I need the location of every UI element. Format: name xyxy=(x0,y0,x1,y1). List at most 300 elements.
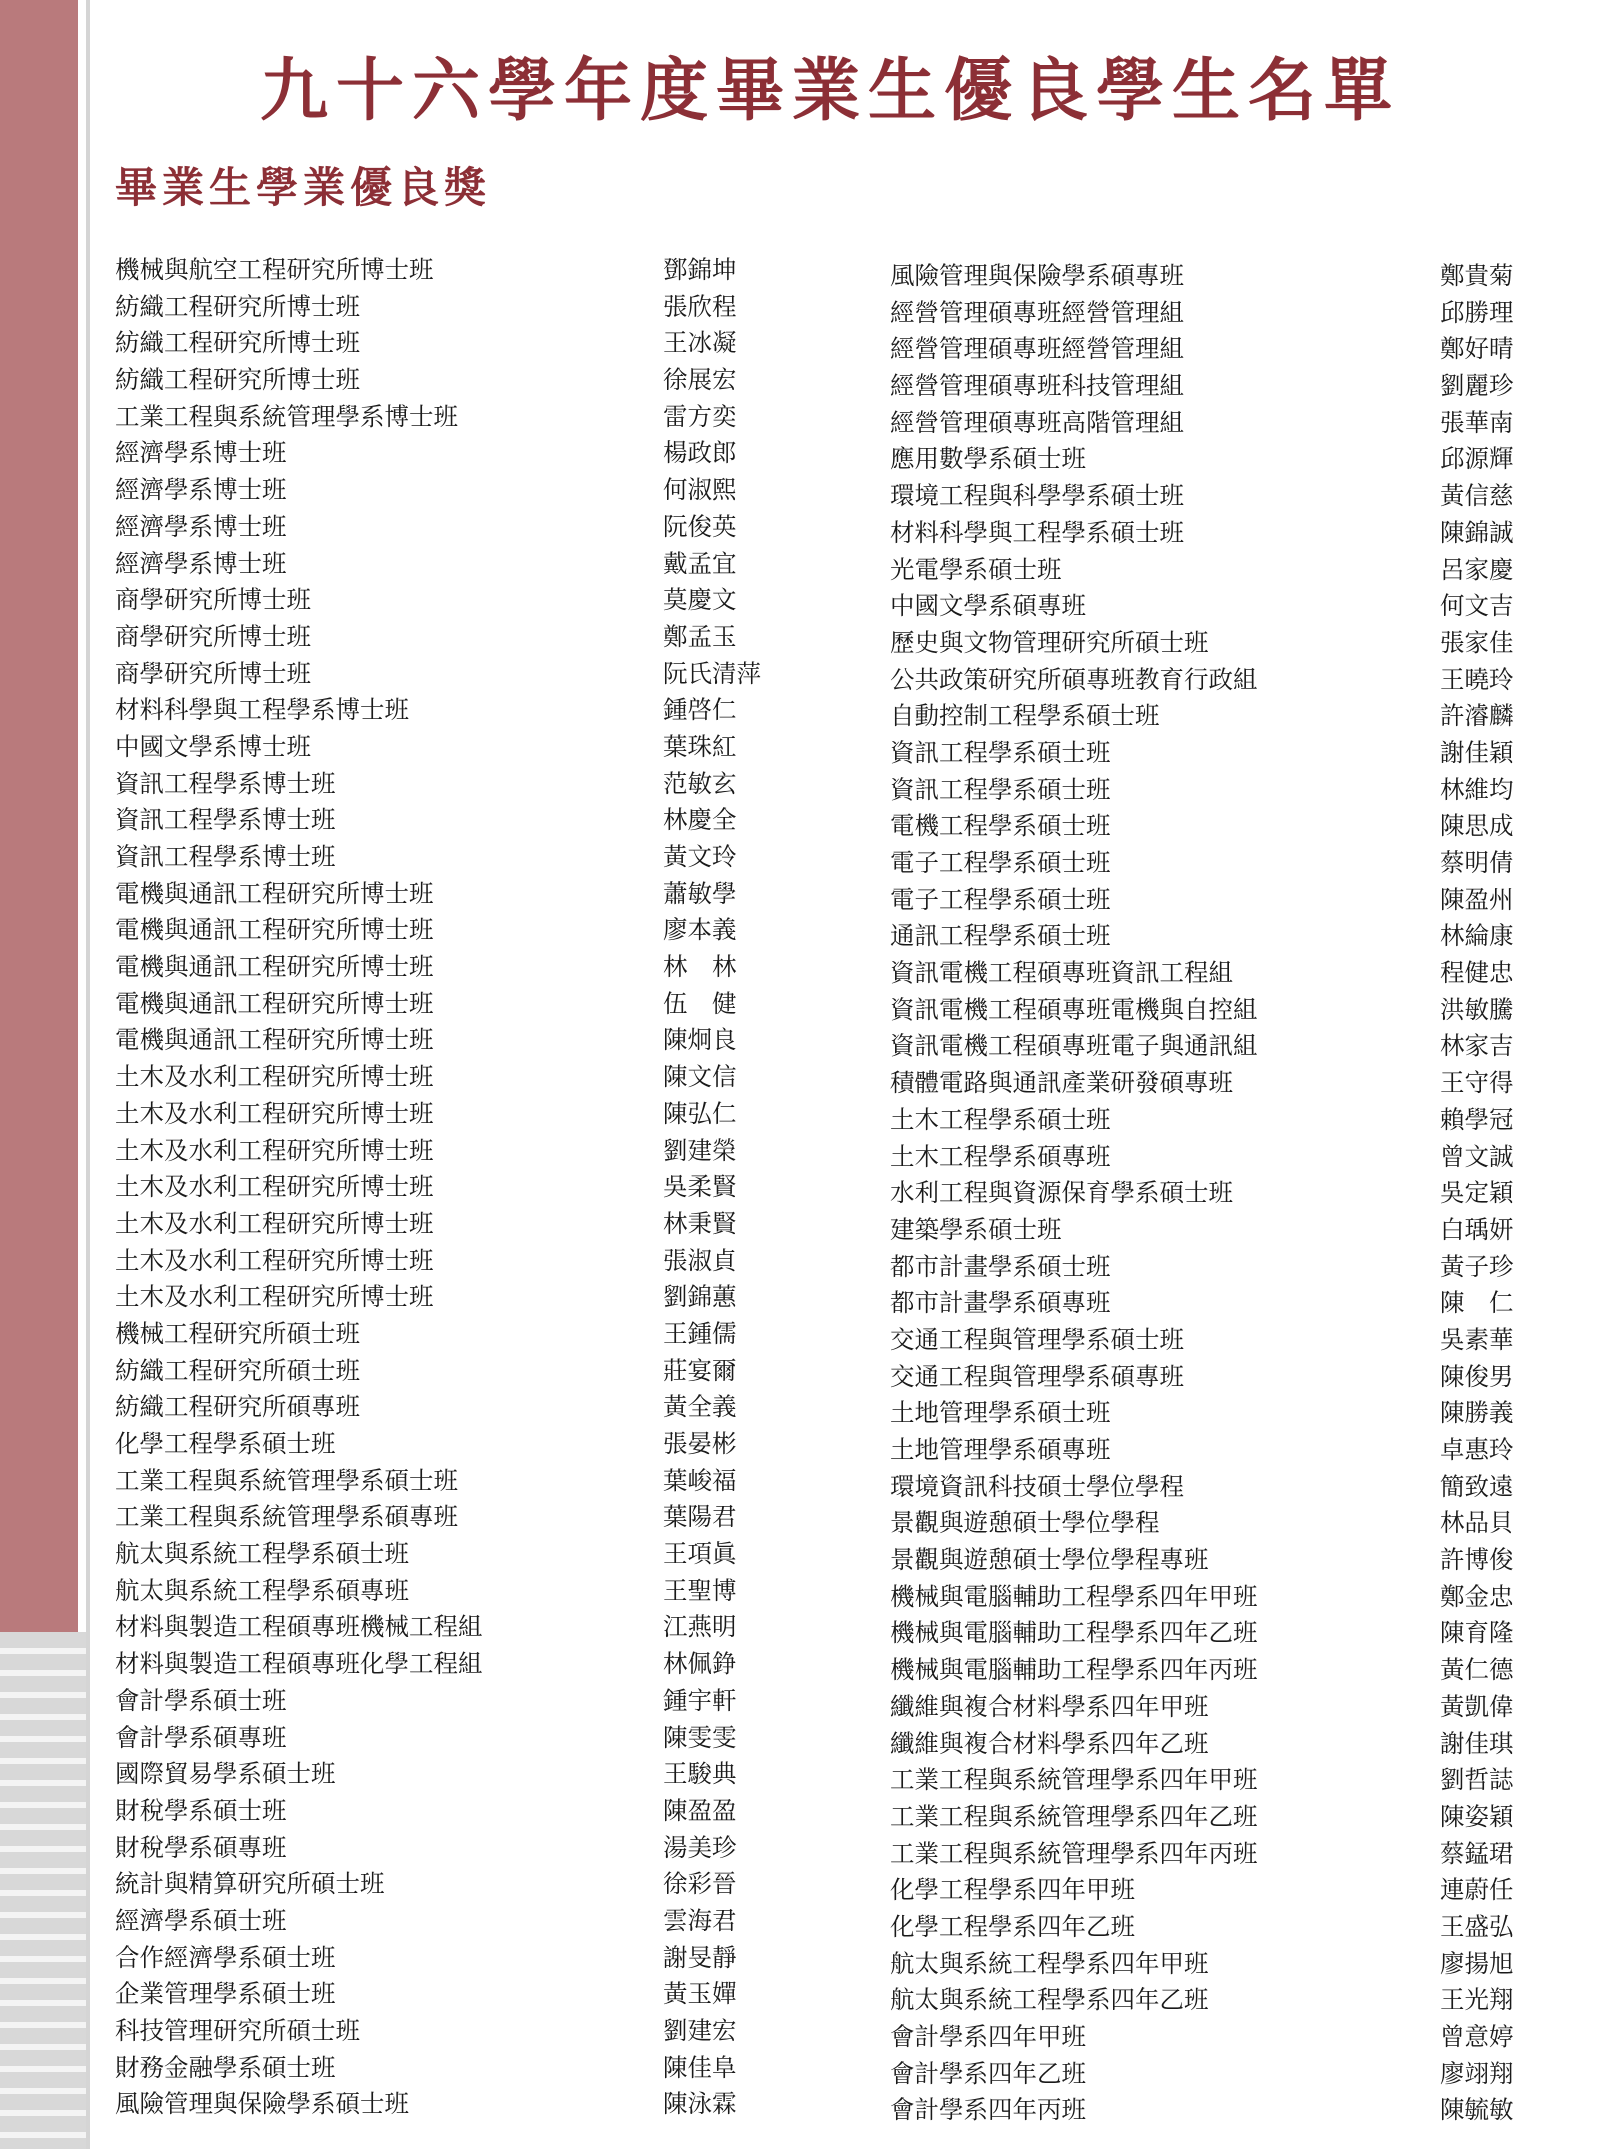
student-name: 林品貝 xyxy=(1440,1508,1514,1538)
list-item xyxy=(115,1499,815,1536)
department-name: 紡織工程研究所博士班 xyxy=(115,328,360,358)
student-name: 張淑貞 xyxy=(663,1245,737,1275)
section-title: 畢業生學業優良獎 xyxy=(115,163,492,212)
department-name: 航太與系統工程學系四年乙班 xyxy=(890,1985,1209,2015)
department-name: 商學研究所博士班 xyxy=(115,658,311,688)
student-name: 陳俊男 xyxy=(1440,1361,1514,1391)
page-title: 九十六學年度畢業生優良學生名單 xyxy=(259,52,1400,131)
student-name: 黃玉嬋 xyxy=(663,1979,737,2009)
student-name: 程健忠 xyxy=(1440,958,1514,988)
list-item xyxy=(115,1830,815,1867)
department-name: 土木工程學系碩專班 xyxy=(890,1141,1111,1171)
student-name: 吳柔賢 xyxy=(663,1172,737,1202)
list-item xyxy=(115,1426,815,1463)
student-name: 莊宴爾 xyxy=(663,1355,737,1385)
list-item xyxy=(890,1028,1590,1065)
department-name: 會計學系四年乙班 xyxy=(890,2058,1086,2088)
student-name: 謝佳穎 xyxy=(1440,737,1514,767)
department-name: 商學研究所博士班 xyxy=(115,585,311,615)
student-name: 蕭敏學 xyxy=(663,878,737,908)
department-name: 應用數學系碩士班 xyxy=(890,444,1086,474)
list-item xyxy=(890,698,1590,735)
department-name: 土木及水利工程研究所博士班 xyxy=(115,1062,434,1092)
list-item xyxy=(115,1316,815,1353)
department-name: 資訊電機工程碩專班電機與自控組 xyxy=(890,994,1258,1024)
student-name: 范敏玄 xyxy=(663,768,737,798)
student-name: 林綸康 xyxy=(1440,921,1514,951)
department-name: 交通工程與管理學系碩士班 xyxy=(890,1324,1184,1354)
student-name: 呂家慶 xyxy=(1440,554,1514,584)
list-item xyxy=(890,772,1590,809)
department-name: 會計學系碩士班 xyxy=(115,1685,287,1715)
list-item xyxy=(115,1976,815,2013)
student-name: 林慶全 xyxy=(663,805,737,835)
list-item xyxy=(890,955,1590,992)
list-item xyxy=(890,2056,1590,2093)
list-item xyxy=(115,1536,815,1573)
list-item xyxy=(890,662,1590,699)
list-item xyxy=(115,839,815,876)
list-item xyxy=(115,2050,815,2087)
department-name: 光電學系碩士班 xyxy=(890,554,1062,584)
list-item xyxy=(890,845,1590,882)
student-name: 陳炯良 xyxy=(663,1025,737,1055)
department-name: 工業工程與系統管理學系碩士班 xyxy=(115,1465,458,1495)
department-name: 電機與通訊工程研究所博士班 xyxy=(115,878,434,908)
student-name: 阮氏清萍 xyxy=(663,658,761,688)
list-item xyxy=(115,802,815,839)
list-item xyxy=(115,1463,815,1500)
student-name: 鍾啓仁 xyxy=(663,695,737,725)
list-item xyxy=(115,1573,815,1610)
list-item xyxy=(890,1909,1590,1946)
department-name: 電子工程學系碩士班 xyxy=(890,884,1111,914)
list-item xyxy=(890,1689,1590,1726)
department-name: 景觀與遊憩碩士學位學程 xyxy=(890,1508,1160,1538)
student-name: 劉錦蕙 xyxy=(663,1282,737,1312)
department-name: 商學研究所博士班 xyxy=(115,621,311,651)
student-name: 賴學冠 xyxy=(1440,1104,1514,1134)
list-item xyxy=(115,656,815,693)
department-name: 機械與航空工程研究所博士班 xyxy=(115,255,434,284)
student-name: 邱源輝 xyxy=(1440,444,1514,474)
list-item xyxy=(890,588,1590,625)
department-name: 化學工程學系四年乙班 xyxy=(890,1911,1135,1941)
list-item xyxy=(115,2013,815,2050)
department-name: 電子工程學系碩士班 xyxy=(890,848,1111,877)
department-name: 機械工程研究所碩士班 xyxy=(115,1318,360,1348)
student-name: 張晏彬 xyxy=(663,1429,737,1458)
department-name: 土木及水利工程研究所博士班 xyxy=(115,1098,434,1128)
list-item xyxy=(890,625,1590,662)
list-item xyxy=(890,1872,1590,1909)
list-item xyxy=(890,1799,1590,1836)
list-item xyxy=(115,1389,815,1426)
list-item xyxy=(115,509,815,546)
list-item xyxy=(115,399,815,436)
list-item xyxy=(890,1579,1590,1616)
list-item xyxy=(890,515,1590,552)
department-name: 建築學系碩士班 xyxy=(890,1214,1062,1244)
department-name: 經濟學系博士班 xyxy=(115,548,287,578)
department-name: 資訊電機工程碩專班電子與通訊組 xyxy=(890,1031,1258,1061)
department-name: 財稅學系碩專班 xyxy=(115,1832,287,1862)
department-name: 風險管理與保險學系碩士班 xyxy=(115,2089,409,2119)
student-name: 戴孟宜 xyxy=(663,548,737,578)
list-item xyxy=(115,252,815,289)
student-name: 何淑熙 xyxy=(663,475,737,505)
gutter-line xyxy=(86,0,90,2149)
department-name: 科技管理研究所碩士班 xyxy=(115,2016,360,2045)
list-item xyxy=(890,331,1590,368)
student-name: 黃凱偉 xyxy=(1440,1691,1514,1721)
department-name: 土地管理學系碩專班 xyxy=(890,1435,1111,1464)
list-item xyxy=(890,258,1590,295)
list-item xyxy=(890,1249,1590,1286)
list-item xyxy=(890,735,1590,772)
student-name: 陳弘仁 xyxy=(663,1098,737,1128)
student-name: 陳育隆 xyxy=(1440,1618,1514,1648)
student-name: 劉哲誌 xyxy=(1440,1765,1514,1795)
student-name: 伍 健 xyxy=(663,988,737,1018)
list-item xyxy=(115,1022,815,1059)
student-name: 簡致遠 xyxy=(1440,1471,1514,1501)
list-item xyxy=(890,1432,1590,1469)
department-name: 資訊電機工程碩專班資訊工程組 xyxy=(890,958,1233,988)
list-item xyxy=(115,1243,815,1280)
student-name: 鄭金忠 xyxy=(1440,1581,1514,1611)
department-name: 交通工程與管理學系碩專班 xyxy=(890,1361,1184,1391)
department-name: 電機與通訊工程研究所博士班 xyxy=(115,988,434,1018)
department-name: 航太與系統工程學系四年甲班 xyxy=(890,1948,1209,1978)
department-name: 積體電路與通訊產業研發碩專班 xyxy=(890,1068,1233,1098)
list-item xyxy=(115,619,815,656)
department-name: 經營管理碩專班科技管理組 xyxy=(890,371,1184,401)
student-name: 黃文玲 xyxy=(663,842,737,871)
list-item xyxy=(890,1946,1590,1983)
department-name: 環境工程與科學學系碩士班 xyxy=(890,481,1184,511)
list-item xyxy=(890,1212,1590,1249)
department-name: 經濟學系博士班 xyxy=(115,475,287,505)
student-name: 劉建宏 xyxy=(663,2016,737,2045)
department-name: 纖維與複合材料學系四年甲班 xyxy=(890,1691,1209,1721)
student-name: 何文吉 xyxy=(1440,591,1514,621)
list-item xyxy=(890,1469,1590,1506)
list-item xyxy=(890,1652,1590,1689)
department-name: 工業工程與系統管理學系四年丙班 xyxy=(890,1838,1258,1868)
student-name: 謝佳琪 xyxy=(1440,1728,1514,1758)
list-item xyxy=(890,882,1590,919)
list-item xyxy=(115,582,815,619)
list-item xyxy=(115,1793,815,1830)
list-item xyxy=(115,472,815,509)
list-item xyxy=(890,478,1590,515)
department-name: 工業工程與系統管理學系博士班 xyxy=(115,401,458,431)
department-name: 機械與電腦輔助工程學系四年甲班 xyxy=(890,1581,1258,1611)
department-name: 機械與電腦輔助工程學系四年乙班 xyxy=(890,1618,1258,1648)
student-name: 林佩錚 xyxy=(663,1649,737,1679)
left-stripe-pattern xyxy=(0,1632,90,2149)
department-name: 都市計畫學系碩專班 xyxy=(890,1288,1111,1318)
student-name: 洪敏騰 xyxy=(1440,994,1514,1024)
student-name: 曾意婷 xyxy=(1440,2022,1514,2051)
list-item xyxy=(890,368,1590,405)
list-item xyxy=(890,1359,1590,1396)
student-name: 鄭貴菊 xyxy=(1440,261,1514,290)
department-name: 資訊工程學系博士班 xyxy=(115,805,336,835)
department-name: 經濟學系博士班 xyxy=(115,511,287,541)
department-name: 企業管理學系碩士班 xyxy=(115,1979,336,2009)
student-name: 廖翊翔 xyxy=(1440,2058,1514,2088)
department-name: 航太與系統工程學系碩專班 xyxy=(115,1575,409,1605)
list-item xyxy=(115,986,815,1023)
student-name: 鄧錦坤 xyxy=(663,255,737,284)
list-item xyxy=(890,552,1590,589)
list-item xyxy=(890,1395,1590,1432)
department-name: 中國文學系碩專班 xyxy=(890,591,1086,621)
department-name: 統計與精算研究所碩士班 xyxy=(115,1869,385,1899)
department-name: 會計學系四年甲班 xyxy=(890,2022,1086,2051)
department-name: 材料與製造工程碩專班化學工程組 xyxy=(115,1649,483,1679)
list-item xyxy=(890,405,1590,442)
department-name: 公共政策研究所碩專班教育行政組 xyxy=(890,664,1258,694)
list-item xyxy=(890,295,1590,332)
student-name: 劉麗珍 xyxy=(1440,371,1514,401)
student-name: 黃子珍 xyxy=(1440,1251,1514,1281)
student-name: 陳毓敏 xyxy=(1440,2095,1514,2125)
department-name: 化學工程學系四年甲班 xyxy=(890,1875,1135,1905)
department-name: 工業工程與系統管理學系四年乙班 xyxy=(890,1801,1258,1831)
student-name: 王曉玲 xyxy=(1440,664,1514,694)
student-name: 林家吉 xyxy=(1440,1031,1514,1061)
right-column-list xyxy=(890,258,1590,2129)
student-name: 陳思成 xyxy=(1440,811,1514,841)
department-name: 景觀與遊憩碩士學位學程專班 xyxy=(890,1545,1209,1575)
department-name: 財稅學系碩士班 xyxy=(115,1795,287,1825)
list-item xyxy=(115,1903,815,1940)
department-name: 自動控制工程學系碩士班 xyxy=(890,701,1160,731)
department-name: 通訊工程學系碩士班 xyxy=(890,921,1111,951)
student-name: 白瑀妍 xyxy=(1440,1214,1514,1244)
list-item xyxy=(115,1683,815,1720)
student-name: 黃全義 xyxy=(663,1392,737,1422)
department-name: 資訊工程學系博士班 xyxy=(115,842,336,871)
student-name: 陳姿穎 xyxy=(1440,1801,1514,1831)
department-name: 經營管理碩專班經營管理組 xyxy=(890,297,1184,327)
list-item xyxy=(115,1169,815,1206)
department-name: 資訊工程學系碩士班 xyxy=(890,774,1111,804)
student-name: 許博俊 xyxy=(1440,1545,1514,1575)
department-name: 紡織工程研究所碩士班 xyxy=(115,1355,360,1385)
list-item xyxy=(890,1762,1590,1799)
student-name: 王守得 xyxy=(1440,1068,1514,1098)
department-name: 化學工程學系碩士班 xyxy=(115,1429,336,1458)
department-name: 紡織工程研究所博士班 xyxy=(115,365,360,395)
list-item xyxy=(115,876,815,913)
student-name: 林秉賢 xyxy=(663,1208,737,1238)
student-name: 林 林 xyxy=(663,952,737,982)
list-item xyxy=(890,2092,1590,2129)
department-name: 經濟學系碩士班 xyxy=(115,1905,287,1935)
student-name: 湯美珍 xyxy=(663,1832,737,1862)
student-name: 黃仁德 xyxy=(1440,1655,1514,1685)
department-name: 電機與通訊工程研究所博士班 xyxy=(115,915,434,945)
department-name: 土地管理學系碩士班 xyxy=(890,1398,1111,1428)
list-item xyxy=(890,1982,1590,2019)
student-name: 江燕明 xyxy=(663,1612,737,1642)
student-name: 張家佳 xyxy=(1440,627,1514,657)
department-name: 風險管理與保險學系碩專班 xyxy=(890,261,1184,290)
list-item xyxy=(890,992,1590,1029)
student-name: 王鍾儒 xyxy=(663,1318,737,1348)
list-item xyxy=(115,1866,815,1903)
student-name: 許濬麟 xyxy=(1440,701,1514,731)
list-item xyxy=(115,1133,815,1170)
department-name: 電機與通訊工程研究所博士班 xyxy=(115,952,434,982)
student-name: 曾文誠 xyxy=(1440,1141,1514,1171)
student-name: 王冰凝 xyxy=(663,328,737,358)
list-item xyxy=(115,1096,815,1133)
student-name: 徐彩晉 xyxy=(663,1869,737,1899)
student-name: 陳勝義 xyxy=(1440,1398,1514,1428)
student-name: 廖本義 xyxy=(663,915,737,945)
list-item xyxy=(115,289,815,326)
list-item xyxy=(890,1102,1590,1139)
student-name: 張華南 xyxy=(1440,407,1514,437)
department-name: 土木及水利工程研究所博士班 xyxy=(115,1282,434,1312)
list-item xyxy=(115,1720,815,1757)
list-item xyxy=(890,2019,1590,2056)
department-name: 機械與電腦輔助工程學系四年丙班 xyxy=(890,1655,1258,1685)
student-name: 蔡明倩 xyxy=(1440,848,1514,877)
list-item xyxy=(890,1139,1590,1176)
student-name: 蔡錳珺 xyxy=(1440,1838,1514,1868)
left-accent-band xyxy=(0,0,78,1632)
student-name: 阮俊英 xyxy=(663,511,737,541)
list-item xyxy=(115,1279,815,1316)
list-item xyxy=(115,362,815,399)
department-name: 電機與通訊工程研究所博士班 xyxy=(115,1025,434,1055)
student-name: 葉陽君 xyxy=(663,1502,737,1532)
list-item xyxy=(890,1322,1590,1359)
student-name: 陳錦誠 xyxy=(1440,517,1514,547)
student-name: 卓惠玲 xyxy=(1440,1435,1514,1464)
department-name: 土木及水利工程研究所博士班 xyxy=(115,1172,434,1202)
department-name: 中國文學系博士班 xyxy=(115,731,311,761)
department-name: 會計學系碩專班 xyxy=(115,1722,287,1752)
student-name: 王聖博 xyxy=(663,1575,737,1605)
list-item xyxy=(890,441,1590,478)
student-name: 陳文信 xyxy=(663,1062,737,1092)
department-name: 紡織工程研究所博士班 xyxy=(115,291,360,321)
list-item xyxy=(115,325,815,362)
department-name: 土木及水利工程研究所博士班 xyxy=(115,1245,434,1275)
student-name: 鍾宇軒 xyxy=(663,1685,737,1715)
list-item xyxy=(890,808,1590,845)
list-item xyxy=(890,1615,1590,1652)
student-name: 鄭孟玉 xyxy=(663,621,737,651)
list-item xyxy=(115,1646,815,1683)
department-name: 經營管理碩專班高階管理組 xyxy=(890,407,1184,437)
department-name: 工業工程與系統管理學系碩專班 xyxy=(115,1502,458,1532)
department-name: 材料科學與工程學系博士班 xyxy=(115,695,409,725)
department-name: 經濟學系博士班 xyxy=(115,438,287,468)
department-name: 資訊工程學系博士班 xyxy=(115,768,336,798)
department-name: 土木及水利工程研究所博士班 xyxy=(115,1135,434,1165)
list-item xyxy=(890,918,1590,955)
department-name: 水利工程與資源保育學系碩士班 xyxy=(890,1178,1233,1208)
department-name: 材料科學與工程學系碩士班 xyxy=(890,517,1184,547)
left-column-list xyxy=(115,252,815,2123)
department-name: 航太與系統工程學系碩士班 xyxy=(115,1539,409,1569)
student-name: 劉建榮 xyxy=(663,1135,737,1165)
student-name: 陳 仁 xyxy=(1440,1288,1514,1318)
student-name: 鄭好晴 xyxy=(1440,334,1514,364)
list-item xyxy=(115,729,815,766)
list-item xyxy=(115,2086,815,2123)
list-item xyxy=(890,1542,1590,1579)
student-name: 陳佳阜 xyxy=(663,2052,737,2082)
student-name: 吳定穎 xyxy=(1440,1178,1514,1208)
list-item xyxy=(890,1726,1590,1763)
student-name: 張欣程 xyxy=(663,291,737,321)
student-name: 林維均 xyxy=(1440,774,1514,804)
student-name: 連蔚任 xyxy=(1440,1875,1514,1905)
student-name: 葉峻福 xyxy=(663,1465,737,1495)
department-name: 國際貿易學系碩士班 xyxy=(115,1759,336,1789)
list-item xyxy=(890,1836,1590,1873)
list-item xyxy=(115,949,815,986)
list-item xyxy=(115,1756,815,1793)
list-item xyxy=(115,546,815,583)
list-item xyxy=(115,1940,815,1977)
student-name: 陳泳霖 xyxy=(663,2089,737,2119)
student-name: 雷方奕 xyxy=(663,401,737,431)
department-name: 經營管理碩專班經營管理組 xyxy=(890,334,1184,364)
department-name: 工業工程與系統管理學系四年甲班 xyxy=(890,1765,1258,1795)
student-name: 邱勝理 xyxy=(1440,297,1514,327)
list-item xyxy=(115,1206,815,1243)
student-name: 吳素華 xyxy=(1440,1324,1514,1354)
list-item xyxy=(115,1059,815,1096)
student-name: 王光翔 xyxy=(1440,1985,1514,2015)
list-item xyxy=(115,766,815,803)
student-name: 雲海君 xyxy=(663,1905,737,1935)
department-name: 材料與製造工程碩專班機械工程組 xyxy=(115,1612,483,1642)
department-name: 紡織工程研究所碩專班 xyxy=(115,1392,360,1422)
list-item xyxy=(115,1353,815,1390)
department-name: 電機工程學系碩士班 xyxy=(890,811,1111,841)
student-name: 王項眞 xyxy=(663,1539,737,1569)
student-name: 黃信慈 xyxy=(1440,481,1514,511)
department-name: 資訊工程學系碩士班 xyxy=(890,737,1111,767)
department-name: 環境資訊科技碩士學位學程 xyxy=(890,1471,1184,1501)
list-item xyxy=(115,692,815,729)
list-item xyxy=(890,1175,1590,1212)
student-name: 陳盈盈 xyxy=(663,1795,737,1825)
list-item xyxy=(890,1505,1590,1542)
department-name: 纖維與複合材料學系四年乙班 xyxy=(890,1728,1209,1758)
student-name: 廖揚旭 xyxy=(1440,1948,1514,1978)
list-item xyxy=(890,1065,1590,1102)
department-name: 都市計畫學系碩士班 xyxy=(890,1251,1111,1281)
department-name: 合作經濟學系碩士班 xyxy=(115,1942,336,1972)
department-name: 會計學系四年丙班 xyxy=(890,2095,1086,2125)
list-item xyxy=(115,912,815,949)
student-name: 王盛弘 xyxy=(1440,1911,1514,1941)
student-name: 謝旻靜 xyxy=(663,1942,737,1972)
student-name: 徐展宏 xyxy=(663,365,737,395)
